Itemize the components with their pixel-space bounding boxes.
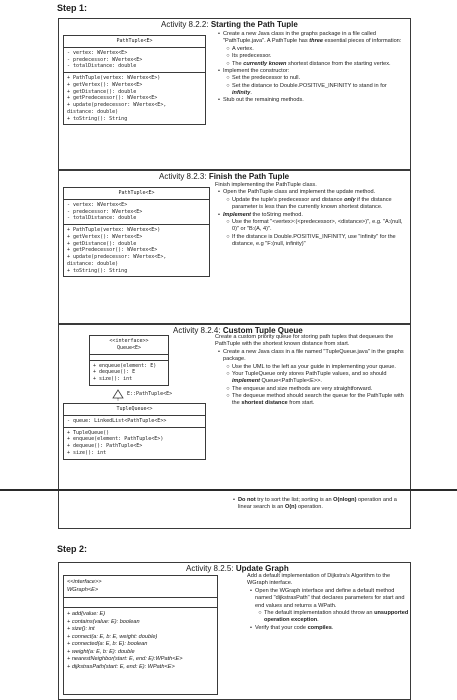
activity-8-2-2-box bbox=[58, 18, 411, 170]
uml-method: + PathTuple(vertex: WVertex<E>) bbox=[67, 75, 161, 81]
uml-method: + contains(value: E): boolean bbox=[67, 618, 140, 625]
uml-fields bbox=[64, 598, 217, 608]
uml-field: - totalDistance: double bbox=[67, 63, 137, 70]
activity-title bbox=[161, 20, 298, 29]
uml-method: + toString(): String bbox=[67, 267, 128, 274]
uml-method: + add(value: E) bbox=[67, 611, 106, 618]
uml-method: + getVertex(): WVertex<E> bbox=[67, 233, 143, 240]
uml-method: + getPredecessor(): WVertex<E> bbox=[67, 247, 158, 254]
uml-class-name: PathTuple<E> bbox=[64, 188, 209, 200]
sub-bullet-item: ○ Set the predecessor to null. bbox=[226, 75, 301, 82]
activity-title bbox=[186, 564, 289, 573]
bullet-item: • Open the PathTuple class and implement the update method. bbox=[218, 189, 376, 196]
sub-bullet-item: ○ The enqueue and size methods are very straightforward. bbox=[226, 385, 373, 392]
bullet-item: • Verify that your code compiles. bbox=[250, 624, 334, 631]
bullet-item: • Implement the toString method. bbox=[218, 211, 303, 218]
uml-method: + dequeue(): PathTuple<E> bbox=[67, 443, 143, 449]
uml-field: - queue: LinkedList<PathTuple<E>> bbox=[67, 417, 167, 424]
uml-method: + getVertex(): WVertex<E> bbox=[67, 81, 143, 88]
sub-bullet-item: ○ A vertex. bbox=[226, 45, 254, 52]
uml-class-name: PathTuple<E> bbox=[64, 36, 205, 48]
uml-class-tuplequeue bbox=[63, 403, 206, 460]
activity-number: Activity 8.2.5: bbox=[186, 564, 234, 573]
uml-method: + toString(): String bbox=[67, 115, 128, 122]
intro-text: Finish implementing the PathTuple class. bbox=[215, 182, 317, 188]
uml-interface-name: WGraph<E> bbox=[67, 586, 99, 593]
uml-method: + dequeue(): E bbox=[93, 369, 136, 376]
activity-name: Update Graph bbox=[235, 564, 289, 573]
uml-methods bbox=[64, 428, 205, 459]
uml-fields bbox=[64, 200, 209, 225]
uml-field: - vertex: WVertex<E> bbox=[67, 201, 128, 208]
sub-bullet-item: ○ The default implementation should throw an unsupported operation exception. bbox=[258, 609, 409, 624]
sub-bullet-item: ○ Use the UML to the left as your guide in implementing your queue. bbox=[226, 363, 396, 370]
uml-methods bbox=[64, 225, 209, 276]
sub-bullet-item: ○ The currently known shortest distance from the starting vertex. bbox=[226, 60, 391, 67]
activity-number: Activity 8.2.2: bbox=[161, 20, 209, 29]
uml-class-pathtuple bbox=[63, 35, 206, 125]
intro-text: Add a default implementation of Dijkstra's Algorithm to the WGraph interface. bbox=[247, 573, 391, 587]
uml-interface-header bbox=[90, 336, 168, 355]
activity-instructions bbox=[247, 573, 409, 632]
uml-method: + size(): int bbox=[93, 376, 133, 382]
bullet-item: • Open the WGraph interface and define a default method named "dijkstrasPath" that declares parameters for start and end values and returns a WPath. bbox=[250, 587, 405, 609]
uml-interface-queue bbox=[89, 335, 169, 386]
uml-field: - vertex: WVertex<E> bbox=[67, 49, 128, 56]
uml-method: + weight(a: E, b: E): double bbox=[67, 648, 135, 655]
activity-instructions bbox=[215, 334, 408, 408]
sub-bullet-item: ○ Use the format "<vertex>:(<predecessor>, <distance>)", e.g. "A:(null, 0)" or "B:(A, 4)". bbox=[226, 218, 403, 233]
uml-method: + getDistance(): double bbox=[67, 240, 137, 247]
uml-method: + size(): int bbox=[67, 449, 107, 456]
sub-bullet-item: ○ Set the distance to Double.POSITIVE_INFINITY to stand in for infinity. bbox=[226, 82, 387, 96]
sub-bullet-item: ○ The dequeue method should search the queue for the PathTuple with the shortest distance from start. bbox=[226, 393, 404, 407]
uml-method: + update(predecessor: WVertex<E>, bbox=[67, 254, 167, 260]
bullet-item: • Create a new Java class in the graphs package in a file called "PathTuple.java". A PathTuple has three essential pieces of information: bbox=[218, 31, 402, 45]
uml-field: - predecessor: WVertex<E> bbox=[67, 56, 143, 63]
uml-field: - predecessor: WVertex<E> bbox=[67, 208, 143, 215]
uml-method: + size(): int bbox=[67, 626, 95, 633]
uml-method: + PathTuple(vertex: WVertex<E>) bbox=[67, 227, 161, 233]
uml-method: + getPredecessor(): WVertex<E> bbox=[67, 95, 158, 102]
uml-method: + getDistance(): double bbox=[67, 88, 137, 95]
uml-method: distance: double) bbox=[67, 260, 119, 267]
step-2-heading: Step 2: bbox=[57, 544, 88, 554]
uml-field: - totalDistance: double bbox=[67, 215, 137, 222]
step-1-heading: Step 1: bbox=[57, 3, 88, 13]
uml-method: distance: double) bbox=[67, 108, 119, 115]
uml-fields bbox=[64, 416, 205, 428]
uml-interface-header bbox=[64, 576, 217, 598]
activity-8-2-4-box bbox=[58, 324, 411, 489]
uml-method: + enqueue(element: PathTuple<E>) bbox=[67, 436, 164, 443]
uml-method: + nearestNeighbor(start: E, end: E):WPath<E> bbox=[67, 656, 183, 663]
sub-bullet-item: ○ Its predecessor. bbox=[226, 53, 272, 60]
uml-fields bbox=[64, 48, 205, 73]
activity-8-2-5-box bbox=[58, 562, 411, 700]
activity-name: Starting the Path Tuple bbox=[210, 20, 298, 29]
activity-title bbox=[159, 172, 289, 181]
sub-bullet-item: ○ Update the tuple's predecessor and distance only if the distance parameter is less than the currently known shortest distance. bbox=[226, 196, 392, 211]
uml-interface-name: Queue<E> bbox=[116, 344, 142, 351]
uml-method: + dijkstrasPath(start: E, end: E): WPath<E> bbox=[67, 663, 175, 670]
uml-methods bbox=[64, 608, 217, 674]
activity-number: Activity 8.2.4: bbox=[173, 326, 221, 335]
uml-method: + connect(a: E, b: E, weight: double) bbox=[67, 633, 158, 640]
uml-stereotype: <<interface>> bbox=[109, 338, 149, 344]
activity-8-2-3-box bbox=[58, 170, 411, 324]
uml-class-pathtuple bbox=[63, 187, 210, 277]
bullet-item: • Stub out the remaining methods. bbox=[218, 97, 304, 104]
uml-interface-wgraph bbox=[63, 575, 218, 695]
bullet-item: • Implement the constructor: bbox=[218, 67, 290, 74]
bullet-item: • Do not try to sort the list; sorting is an O(nlogn) operation and a linear search is an O(n) operation. bbox=[233, 497, 397, 511]
uml-method: + enqueue(element: E) bbox=[93, 362, 157, 369]
uml-method: + TupleQueue() bbox=[67, 429, 110, 436]
activity-instructions bbox=[215, 31, 408, 105]
activity-instructions bbox=[215, 182, 408, 248]
uml-methods bbox=[64, 73, 205, 124]
uml-stereotype: <<interface>> bbox=[67, 579, 102, 585]
uml-method: + connected(a: E, b: E): boolean bbox=[67, 641, 148, 648]
activity-8-2-4-continuation bbox=[58, 491, 411, 529]
activity-name: Custom Tuple Queue bbox=[222, 326, 303, 335]
bullet-item: • Create a new Java class in a file named "TupleQueue.java" in the graphs package. bbox=[218, 348, 404, 363]
intro-text: Create a custom priority queue for storing path tuples that dequeues the PathTuple with the shortest known distance from start. bbox=[215, 334, 394, 348]
activity-name: Finish the Path Tuple bbox=[208, 172, 290, 181]
uml-bound-type-label: E::PathTuple<E> bbox=[127, 391, 173, 397]
sub-bullet-item: ○ Your TupleQueue only stores PathTuple values, and so should implement Queue<PathTuple<E>>. bbox=[226, 370, 387, 385]
sub-bullet-item: ○ If the distance is Double.POSITIVE_INFINITY, use "infinity" for the distance, e.g "F:(null, infinity)" bbox=[226, 233, 396, 247]
uml-methods bbox=[90, 361, 168, 385]
uml-class-name: TupleQueue<> bbox=[64, 404, 205, 416]
uml-method: + update(predecessor: WVertex<E>, bbox=[67, 102, 167, 108]
continuation-text bbox=[230, 497, 406, 512]
activity-number: Activity 8.2.3: bbox=[159, 172, 207, 181]
